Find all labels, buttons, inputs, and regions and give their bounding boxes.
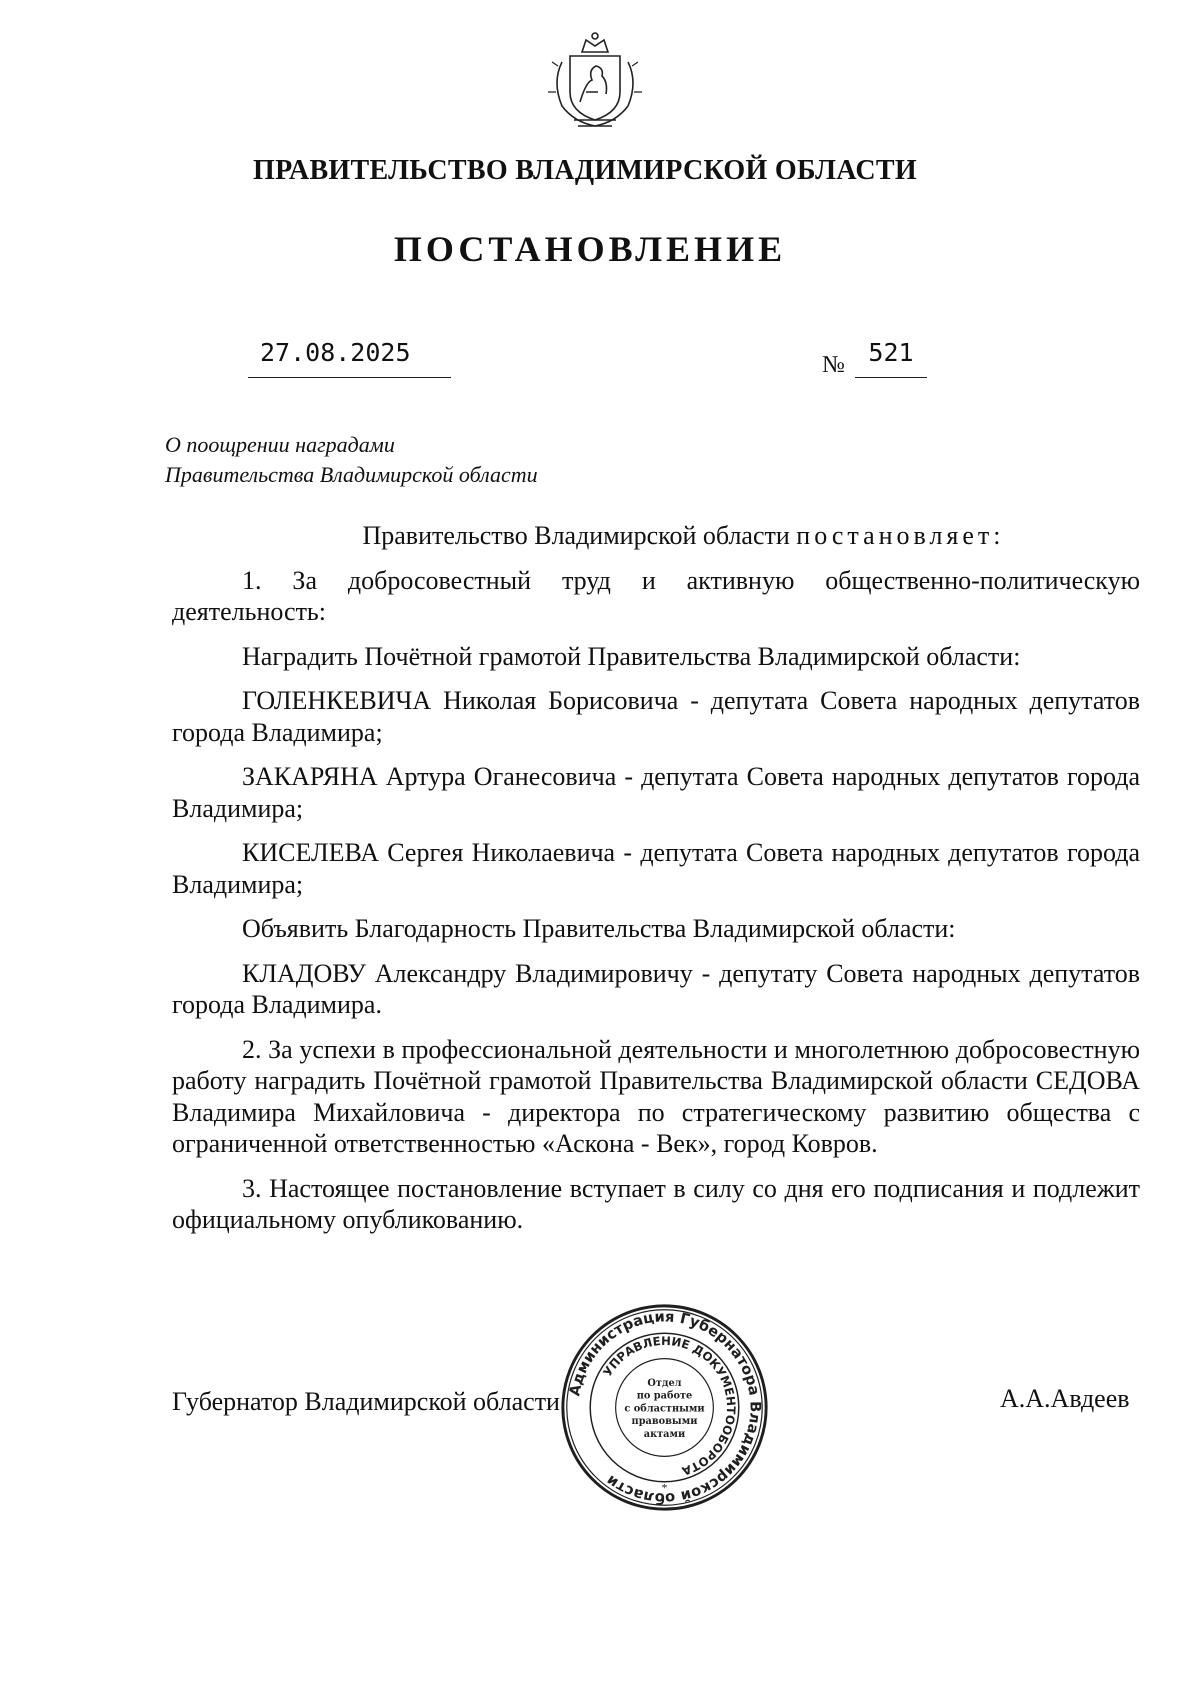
- document-body: [172, 520, 1140, 1249]
- signature-name: А.А.Авдеев: [1000, 1384, 1130, 1413]
- signature-position: Губернатор Владимирской области: [172, 1387, 560, 1416]
- preamble-prefix: Правительство Владимирской области: [362, 521, 790, 550]
- gratitude-label: Объявить Благодарность Правительства Владимирской области:: [242, 914, 956, 943]
- preamble-verb: постановляет:: [796, 521, 1005, 550]
- subject-line-1: О поощрении наградами: [165, 432, 395, 457]
- stamp-star-icon: *: [661, 1481, 668, 1495]
- awardee-2: ЗАКАРЯНА Артура Оганесовича - депутата Совета народных депутатов города Владимира;: [172, 762, 1140, 823]
- stamp-center-line-2: по работе: [636, 1390, 693, 1402]
- stamp-center-line-1: Отдел: [647, 1378, 682, 1389]
- preamble: [172, 520, 1140, 552]
- official-stamp: [557, 1300, 772, 1515]
- paragraph-3: 3. Настоящее постановление вступает в силу со дня его подписания и подлежит официальному опубликованию.: [172, 1173, 1140, 1234]
- stamp-center-line-4: правовыми: [631, 1416, 698, 1428]
- paragraph-1-intro: 1. За добросовестный труд и активную общественно-политическую деятельность:: [172, 565, 1140, 626]
- stamp-center-line-3: с областными: [624, 1403, 705, 1415]
- awardee-3: КИСЕЛЕВА Сергея Николаевича - депутата Совета народных депутатов города Владимира;: [172, 838, 1140, 899]
- document-number: 521: [855, 338, 927, 378]
- organization-title: ПРАВИТЕЛЬСТВО ВЛАДИМИРСКОЙ ОБЛАСТИ: [253, 155, 917, 186]
- number-sign: №: [822, 352, 845, 378]
- stamp-center-line-5: актами: [643, 1428, 686, 1440]
- paragraph-2: 2. За успехи в профессиональной деятельности и многолетнюю добросовестную работу наградить Почётной грамотой Правительства Владимирской области СЕДОВА Владимира Михайловича - директора по стратегическому развитию общества с ограниченной ответственностью «Аскона - Век», город Ковров.: [172, 1034, 1140, 1158]
- document-type-title: ПОСТАНОВЛЕНИЕ: [393, 229, 787, 269]
- document-date: 27.08.2025: [248, 338, 451, 378]
- gratitude-recipient-1: КЛАДОВУ Александру Владимировичу - депутату Совета народных депутатов города Владимира.: [172, 958, 1140, 1019]
- subject-line-2: Правительства Владимирской области: [165, 462, 538, 487]
- stamp-outer-text: Администрация Губернатора Владимирской области: [566, 1308, 764, 1507]
- awardee-1: ГОЛЕНКЕВИЧА Николая Борисовича - депутата Совета народных депутатов города Владимира;: [172, 686, 1140, 747]
- coat-of-arms-emblem: [540, 22, 650, 132]
- stamp-inner-text: УПРАВЛЕНИЕ ДОКУМЕНТООБОРОТА: [600, 1333, 739, 1479]
- award-label: Наградить Почётной грамотой Правительства Владимирской области:: [242, 641, 1021, 671]
- document-subject: [165, 430, 538, 490]
